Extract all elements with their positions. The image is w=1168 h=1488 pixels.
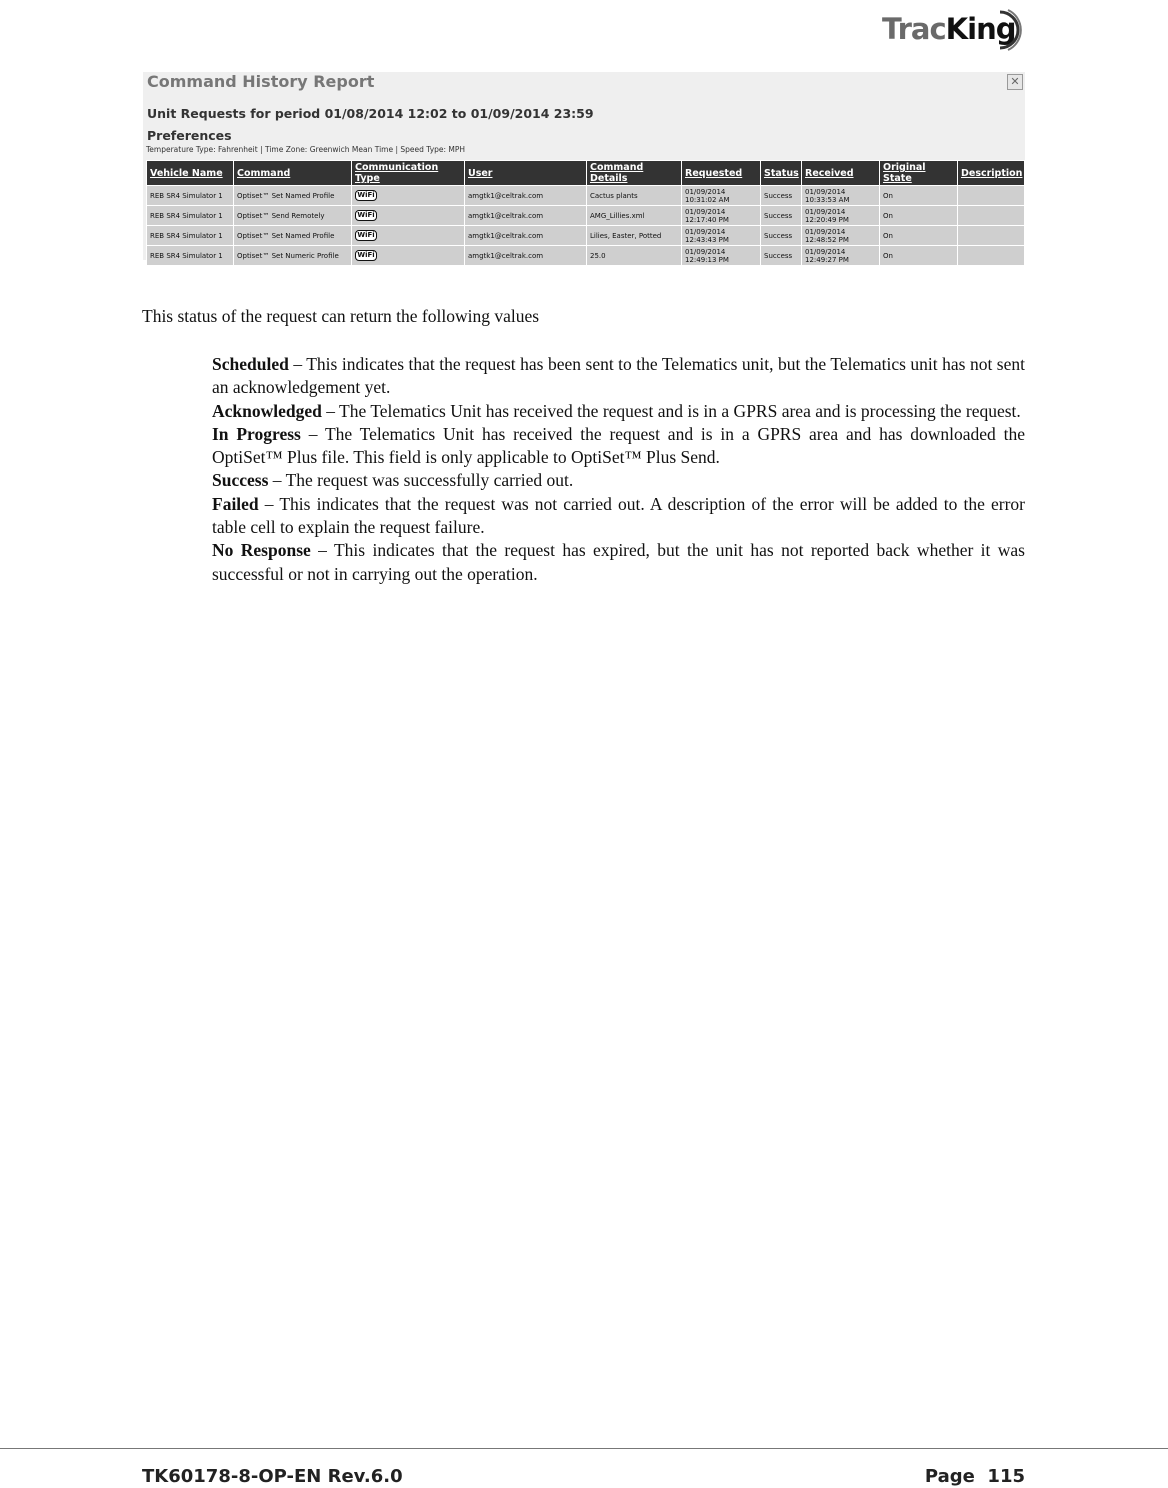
definition-item [212, 493, 1025, 540]
definition-item [212, 423, 1025, 470]
definition-text: – The Telematics Unit has received the request and is in a GPRS area and is processing the request. [321, 400, 1021, 421]
definition-item [212, 539, 1025, 586]
cell-received: 01/09/2014 12:49:27 PM [802, 246, 880, 266]
cell-vehicle: REB SR4 Simulator 1 [147, 246, 234, 266]
cell-status: Success [761, 186, 802, 206]
footer-page [925, 1466, 1025, 1487]
preferences-label: Preferences [147, 128, 232, 143]
cell-user: amgtk1@celtrak.com [465, 206, 587, 226]
cell-details: AMG_Lillies.xml [587, 206, 682, 226]
definition-text: – The request was successfully carried out. [268, 470, 574, 491]
definition-item [212, 400, 1025, 423]
wifi-icon: WiFi [355, 250, 377, 261]
definition-item [212, 353, 1025, 400]
definition-term: Failed [212, 493, 259, 514]
definition-text: – This indicates that the request was not carried out. A description of the error will be added to the error table cell to explain the request failure. [212, 493, 1025, 538]
cell-command: Optiset™ Set Named Profile [234, 186, 352, 206]
cell-status: Success [761, 206, 802, 226]
column-header-command[interactable]: Command [234, 161, 352, 186]
column-header-requested[interactable]: Requested [682, 161, 761, 186]
table-header-row [147, 161, 1025, 186]
cell-requested: 01/09/2014 10:31:02 AM [682, 186, 761, 206]
column-header-communication-type[interactable]: Communication Type [352, 161, 465, 186]
definition-term: No Response [212, 540, 311, 561]
cell-details: Lilies, Easter, Potted [587, 226, 682, 246]
definition-term: In Progress [212, 423, 301, 444]
column-header-command-details[interactable]: Command Details [587, 161, 682, 186]
definition-text: – The Telematics Unit has received the request and is in a GPRS area and has downloaded the OptiSet™ Plus file. This field is only applicable to OptiSet™ Plus Send. [212, 423, 1025, 468]
signal-waves-icon [990, 8, 1026, 52]
close-icon[interactable]: ✕ [1007, 74, 1023, 90]
table-row [147, 206, 1025, 226]
cell-command: Optiset™ Send Remotely [234, 206, 352, 226]
cell-vehicle: REB SR4 Simulator 1 [147, 206, 234, 226]
logo-text-a: Trac [882, 12, 946, 46]
cell-vehicle: REB SR4 Simulator 1 [147, 186, 234, 206]
cell-description [958, 206, 1025, 226]
column-header-vehicle-name[interactable]: Vehicle Name [147, 161, 234, 186]
column-header-user[interactable]: User [465, 161, 587, 186]
definition-term: Success [212, 470, 269, 491]
command-history-table [146, 160, 1025, 266]
cell-requested: 01/09/2014 12:17:40 PM [682, 206, 761, 226]
cell-user: amgtk1@celtrak.com [465, 226, 587, 246]
cell-status: Success [761, 246, 802, 266]
cell-received: 01/09/2014 12:20:49 PM [802, 206, 880, 226]
cell-comm [352, 206, 465, 226]
column-header-received[interactable]: Received [802, 161, 880, 186]
intro-text: This status of the request can return the following values [142, 306, 540, 326]
cell-comm [352, 226, 465, 246]
cell-description [958, 186, 1025, 206]
cell-command: Optiset™ Set Numeric Profile [234, 246, 352, 266]
cell-received: 01/09/2014 10:33:53 AM [802, 186, 880, 206]
table-row [147, 186, 1025, 206]
cell-received: 01/09/2014 12:48:52 PM [802, 226, 880, 246]
cell-state: On [880, 186, 958, 206]
tracking-logo [880, 6, 1030, 54]
page-label: Page [924, 1466, 975, 1487]
table-row [147, 226, 1025, 246]
cell-user: amgtk1@celtrak.com [465, 246, 587, 266]
cell-description [958, 226, 1025, 246]
logo-text-b: King [945, 12, 1016, 46]
cell-command: Optiset™ Set Named Profile [234, 226, 352, 246]
footer-doc-id: TK60178-8-OP-EN Rev.6.0 [142, 1466, 403, 1487]
cell-details: 25.0 [587, 246, 682, 266]
definition-item [212, 469, 1025, 492]
column-header-original-state[interactable]: Original State [880, 161, 958, 186]
definition-term: Scheduled [212, 354, 289, 374]
column-header-description[interactable]: Description [958, 161, 1025, 186]
cell-state: On [880, 226, 958, 246]
report-period: Unit Requests for period 01/08/2014 12:02 to 01/09/2014 23:59 [147, 106, 594, 121]
wifi-icon: WiFi [355, 230, 377, 241]
cell-requested: 01/09/2014 12:43:43 PM [682, 226, 761, 246]
definition-text: – This indicates that the request has been sent to the Telematics unit, but the Telematics unit has not sent an acknowledgement yet. [212, 354, 1025, 398]
cell-status: Success [761, 226, 802, 246]
cell-requested: 01/09/2014 12:49:13 PM [682, 246, 761, 266]
cell-user: amgtk1@celtrak.com [465, 186, 587, 206]
definition-term: Acknowledged [212, 400, 322, 421]
report-title: Command History Report [147, 72, 375, 91]
footer-divider [0, 1448, 1168, 1449]
wifi-icon: WiFi [355, 210, 377, 221]
definition-text: – This indicates that the request has expired, but the unit has not reported back whether it was successful or not in carrying out the operation. [212, 540, 1025, 584]
cell-vehicle: REB SR4 Simulator 1 [147, 226, 234, 246]
column-header-status[interactable]: Status [761, 161, 802, 186]
cell-comm [352, 186, 465, 206]
cell-comm [352, 246, 465, 266]
table-row [147, 246, 1025, 266]
command-history-report [143, 72, 1025, 264]
wifi-icon: WiFi [355, 190, 377, 201]
preferences-line: Temperature Type: Fahrenheit | Time Zone: Greenwich Mean Time | Speed Type: MPH [146, 145, 466, 154]
cell-description [958, 246, 1025, 266]
cell-details: Cactus plants [587, 186, 682, 206]
cell-state: On [880, 206, 958, 226]
page-number: 115 [987, 1466, 1025, 1487]
status-definitions [212, 353, 1025, 586]
cell-state: On [880, 246, 958, 266]
